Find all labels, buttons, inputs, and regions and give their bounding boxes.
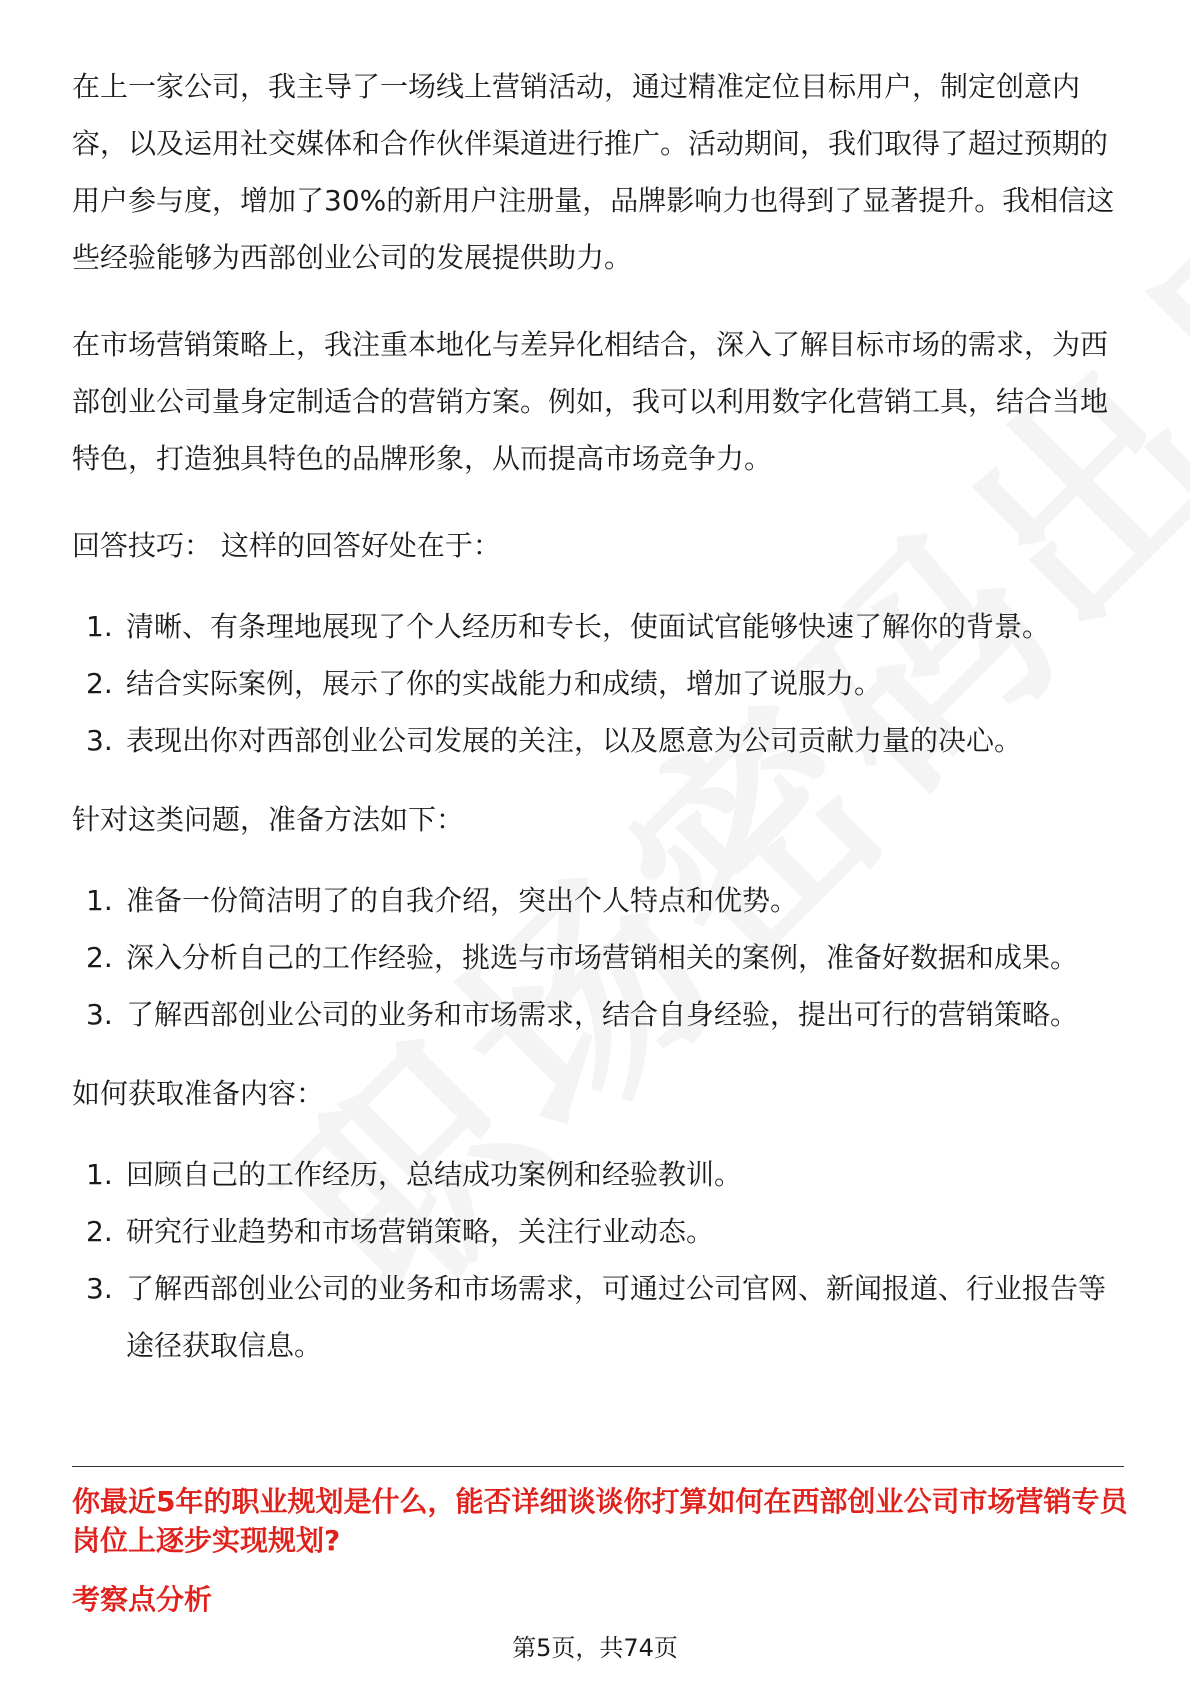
list-item-text: 了解西部创业公司的业务和市场需求，结合自身经验，提出可行的营销策略。 (126, 998, 1079, 1031)
list-number: 3. (86, 724, 113, 757)
list-item-text: 表现出你对西部创业公司发展的关注，以及愿意为公司贡献力量的决心。 (126, 724, 1023, 757)
analysis-section-heading: 考察点分析 (72, 1583, 213, 1616)
list-number: 1. (86, 610, 113, 643)
answer-paragraph-1: 在上一家公司，我主导了一场线上营销活动，通过精准定位目标用户，制定创意内容，以及运用社交媒体和合作伙伴渠道进行推广。活动期间，我们取得了超过预期的用户参与度，增加了30%的新用户注册量，品牌影响力也得到了显著提升。我相信这些经验能够为西部创业公司的发展提供助力。 (72, 70, 1115, 274)
list-item (72, 986, 1122, 1043)
list-number: 1. (86, 1158, 113, 1191)
prep-heading: 针对这类问题，准备方法如下： (72, 803, 465, 836)
sources-heading: 如何获取准备内容： (72, 1077, 325, 1110)
list-item-text: 清晰、有条理地展现了个人经历和专长，使面试官能够快速了解你的背景。 (126, 610, 1051, 643)
list-number: 1. (86, 884, 113, 917)
list-number: 2. (86, 941, 113, 974)
list-item (72, 872, 1122, 929)
answer-paragraph-2: 在市场营销策略上，我注重本地化与差异化相结合，深入了解目标市场的需求，为西部创业公司量身定制适合的营销方案。例如，我可以利用数字化营销工具，结合当地特色，打造独具特色的品牌形象，从而提高市场竞争力。 (72, 328, 1109, 475)
list-number: 3. (86, 998, 113, 1031)
list-item-text: 回顾自己的工作经历，总结成功案例和经验教训。 (126, 1158, 743, 1191)
list-item (72, 712, 1122, 769)
sources-list (72, 1146, 1122, 1374)
tips-heading: 回答技巧： 这样的回答好处在于： (72, 529, 501, 562)
list-item-text: 了解西部创业公司的业务和市场需求，可通过公司官网、新闻报道、行业报告等途径获取信息。 (126, 1272, 1107, 1362)
list-item-text: 结合实际案例，展示了你的实战能力和成绩，增加了说服力。 (126, 667, 883, 700)
prep-list (72, 872, 1122, 1043)
list-item (72, 1203, 1122, 1260)
list-item (72, 929, 1122, 986)
next-question-heading: 你最近5年的职业规划是什么，能否详细谈谈你打算如何在西部创业公司市场营销专员岗位上逐步实现规划? (72, 1485, 1128, 1557)
list-number: 2. (86, 1215, 113, 1248)
list-item (72, 655, 1122, 712)
list-item-text: 研究行业趋势和市场营销策略，关注行业动态。 (126, 1215, 715, 1248)
list-item-text: 深入分析自己的工作经验，挑选与市场营销相关的案例，准备好数据和成果。 (126, 941, 1079, 974)
list-number: 3. (86, 1272, 113, 1305)
list-number: 2. (86, 667, 113, 700)
document-body (72, 58, 1122, 1396)
page-footer: 第5页，共74页 (512, 1634, 678, 1662)
list-item (72, 1146, 1122, 1203)
section-divider (72, 1466, 1124, 1467)
tips-list (72, 598, 1122, 769)
list-item (72, 1260, 1122, 1374)
list-item (72, 598, 1122, 655)
list-item-text: 准备一份简洁明了的自我介绍，突出个人特点和优势。 (126, 884, 799, 917)
